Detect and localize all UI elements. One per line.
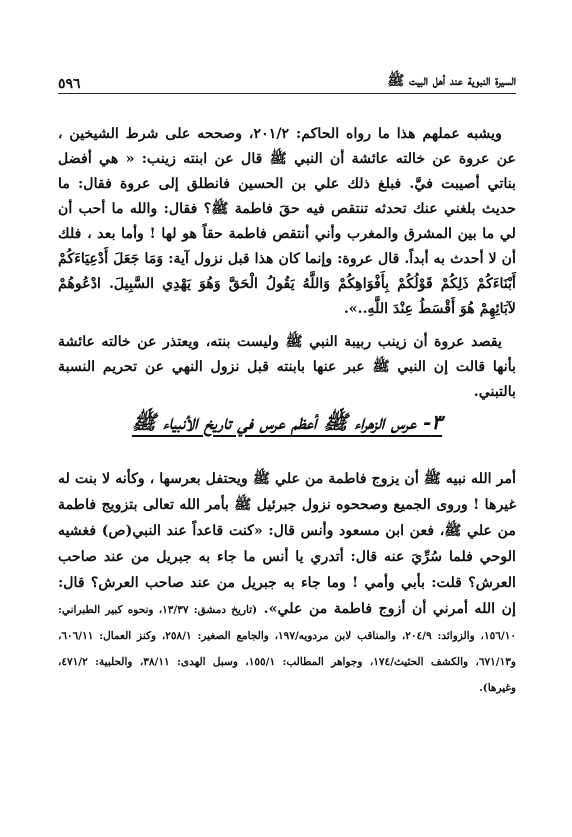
section1-paragraph-1-text: ويشبه عملهم هذا ما رواه الحاكم: ٢٠١/٢، وصححه على شرط الشيخين ، عن عروة عن خالته عائشة أن النبي ﷺ قال عن ابنته زينب: « هي أفضل بناتي أصيبت فيَّ. فبلغ ذلك علي بن الحسين فانطلق إلى عروة فقال: ما حديث بلغني عنك تحدثه تنتقص فيه حقَ فاطمة ﷺ؟ فقال: والله ما أحب أن لي ما بين المشرق والمغرب وأني أنتقص فاطمة حقاً هو لها ! وأما بعد ، فلك أن لا أحدث به أبداً. قال عروة: وإنما كان هذا قبل نزول آية: [58,126,516,267]
paragraph-gap [58,322,516,330]
citation-footnote: (تاريخ دمشق: ١٣/٣٧، ونحوه كبير الطبراني: ١٥٦/١٠، والزوائد: ٢٠٤/٩، والمناقب لابن مردويه/١٩٧، والجامع الصغير: ٢٥٨/١، وكنز العمال: ٦٠٦/١١، و٦٧١/١٣، والكشف الحثيث/١٧٤، وجواهر المطالب: ١٥٥/١، وسبل الهدى: ٣٨/١١، والحلبية: ٤٧١/٢، وغيرها). [58,604,516,694]
header-divider [58,93,516,94]
section2-heading: ٣- عرس الزهراء ﷺ أعظم عرس في تاريخ الأنبياء ﷺ [131,410,443,434]
section2-paragraph-text: أمر الله نبيه ﷺ أن يزوج فاطمة من علي ﷺ ويحتفل بعرسها ، وكأنه لا بنت له غيرها ! وروى الجميع وصححوه نزول جبرئيل ﷺ بأمر الله تعالى بتزويج فاطمة من علي ﷺ، فعن ابن مسعود وأنس قال: «كنت قاعداً عند النبي(ص) فغشيه الوحي فلما سُرِّيَ عنه قال: أتدري يا أنس ما جاء به جبريل من عند صاحب العرش؟ قلت: بأبي وأمي ! وما جاء به جبريل من عند صاحب العرش؟ قال: إن الله أمرني أن أزوج فاطمة من علي». [58,471,516,617]
quran-verse: وَمَا جَعَلَ أَدْعِيَاءَكُمْ أَبْنَاءَكُمْ ذَلِكُمْ قَوْلُكُمْ بِأَفْوَاهِكُمْ وَاللَّهُ يَقُولُ الْحَقَّ وَهُوَ يَهْدِي السَّبِيلَ. ادْعُوهُمْ لآبَائِهِمْ هُوَ أَقْسَطُ عِنْدَ اللَّهِ..». [58,251,516,317]
section1-body [58,122,516,405]
section2-body [58,466,516,700]
page-number: ٥٩٦ [58,76,81,92]
section2-paragraph [58,466,516,700]
running-header [58,68,516,92]
section1-paragraph-1 [58,122,516,322]
running-title: السيرة النبوية عند أهل البيت ﷺ [387,73,516,89]
section1-paragraph-2: يقصد عروة أن زينب ربيبة النبي ﷺ وليست بنته، ويعتذر عن خالته عائشة بأنها قالت إن النبي ﷺ عبر عنها بابنته قبل نزول النهي عن تحريم النسبة بالتبني. [58,334,516,400]
